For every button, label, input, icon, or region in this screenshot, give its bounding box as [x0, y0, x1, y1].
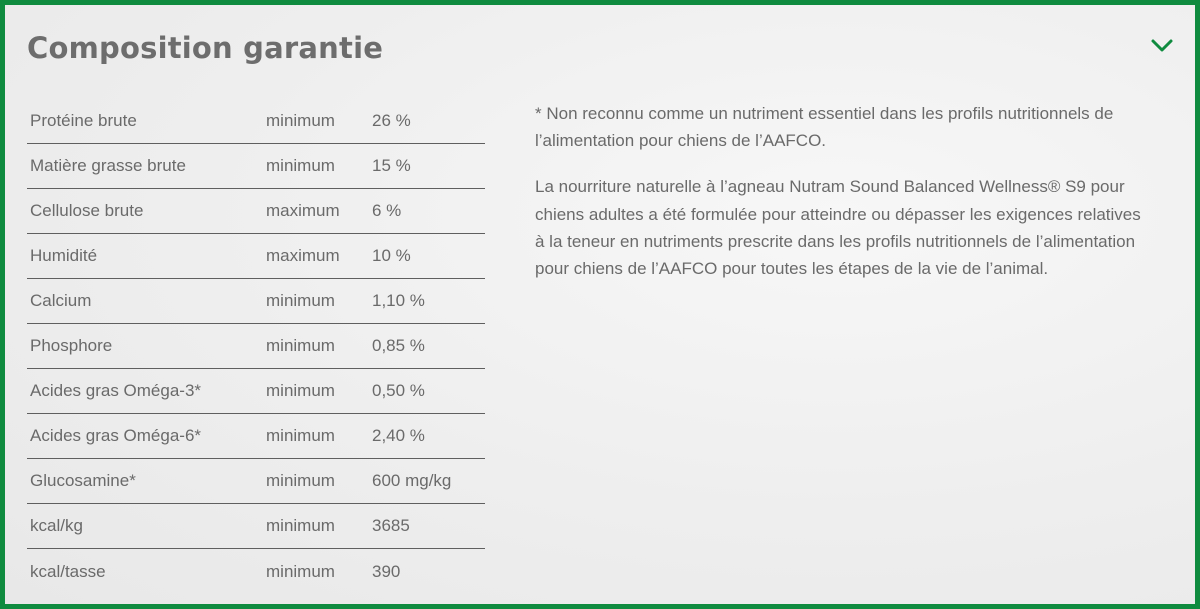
nutrient-value: 600 mg/kg: [372, 471, 452, 490]
aafco-statement: La nourriture naturelle à l’agneau Nutram Sound Balanced Wellness® S9 pour chiens adultes a été formulée pour atteindre ou dépasser les exigences relatives à la teneur en nutriments prescrite dans les profils nutritionnels de l’alimentation pour chiens de l’AAFCO pour toutes les étapes de la vie de l’animal.: [535, 177, 1141, 279]
table-row: [27, 189, 485, 234]
table-row: [27, 549, 485, 594]
nutrient-name: Acides gras Oméga-6*: [30, 426, 202, 445]
nutrient-value: 15 %: [372, 156, 411, 175]
nutrient-name: kcal/kg: [30, 516, 83, 535]
table-row: [27, 144, 485, 189]
nutrient-value: 390: [372, 561, 401, 581]
nutrient-qualifier: minimum: [266, 426, 335, 445]
nutrient-table: [27, 99, 485, 594]
nutrient-qualifier: minimum: [266, 381, 335, 400]
nutrient-name: Calcium: [30, 291, 92, 310]
nutrient-name: Acides gras Oméga-3*: [30, 381, 202, 400]
table-row: [27, 234, 485, 279]
nutrient-name: Cellulose brute: [30, 201, 144, 220]
nutrient-qualifier: minimum: [266, 561, 335, 581]
nutrient-value: 2,40 %: [372, 426, 425, 445]
section-title: Composition garantie: [27, 31, 384, 65]
nutrient-value: 0,85 %: [372, 336, 425, 355]
aafco-footnote: * Non reconnu comme un nutriment essentiel dans les profils nutritionnels de l’alimentation pour chiens de l’AAFCO.: [535, 104, 1114, 151]
nutrient-qualifier: minimum: [266, 291, 335, 310]
nutrient-name: Protéine brute: [30, 111, 137, 130]
nutrient-qualifier: maximum: [266, 246, 340, 265]
table-row: [27, 99, 485, 144]
nutrient-qualifier: minimum: [266, 336, 335, 355]
collapse-toggle-button[interactable]: [1149, 33, 1175, 59]
table-row: [27, 279, 485, 324]
table-row: [27, 459, 485, 504]
nutrient-value: 3685: [372, 516, 410, 535]
nutrient-qualifier: minimum: [266, 111, 335, 130]
nutrient-value: 6 %: [372, 201, 402, 220]
nutrient-name: Humidité: [30, 246, 98, 265]
nutrient-qualifier: minimum: [266, 516, 335, 535]
nutrient-qualifier: minimum: [266, 471, 335, 490]
nutrient-name: Matière grasse brute: [30, 156, 186, 175]
nutrient-name: Phosphore: [30, 336, 113, 355]
table-row: [27, 414, 485, 459]
notes-text: [535, 100, 1145, 301]
nutrient-qualifier: minimum: [266, 156, 335, 175]
nutrient-name: Glucosamine*: [30, 471, 136, 490]
nutrient-value: 1,10 %: [372, 291, 425, 310]
nutrient-value: 0,50 %: [372, 381, 425, 400]
nutrient-value: 10 %: [372, 246, 411, 265]
table-row: [27, 324, 485, 369]
chevron-down-icon: [1149, 33, 1175, 59]
nutrient-name: kcal/tasse: [30, 561, 106, 581]
table-row: [27, 369, 485, 414]
table-row: [27, 504, 485, 549]
nutrient-value: 26 %: [372, 111, 411, 130]
nutrient-qualifier: maximum: [266, 201, 340, 220]
